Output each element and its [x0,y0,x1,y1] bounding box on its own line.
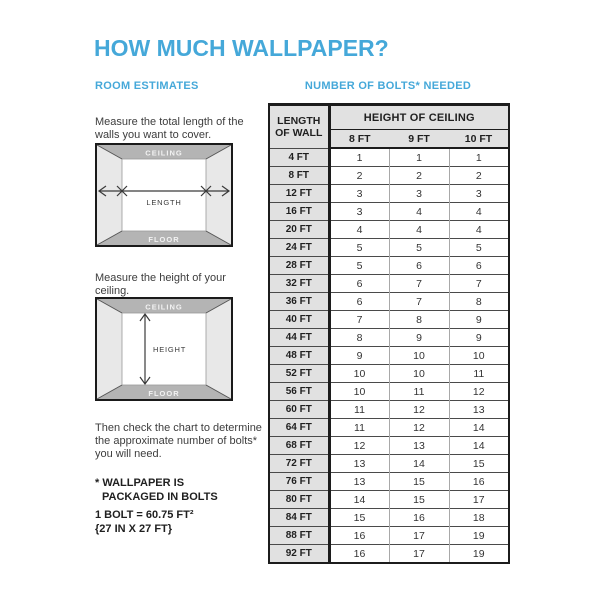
row-label: 20 FT [269,221,329,239]
bolt-count-cell: 4 [329,221,389,239]
bolt-count-cell: 3 [389,185,449,203]
table-row [269,473,509,491]
row-label: 24 FT [269,239,329,257]
bolt-count-cell: 12 [329,437,389,455]
bolt-count-cell: 10 [329,383,389,401]
table-row [269,419,509,437]
back-wall-surface [122,159,206,231]
row-label: 84 FT [269,509,329,527]
bolt-count-cell: 12 [449,383,509,401]
row-label: 8 FT [269,167,329,185]
table-row [269,257,509,275]
row-label: 32 FT [269,275,329,293]
bolt-count-cell: 15 [389,491,449,509]
length-label: LENGTH [146,198,182,207]
bolt-count-cell: 16 [329,527,389,545]
bolt-size-line1: 1 BOLT = 60.75 FT² [95,509,194,521]
row-label: 4 FT [269,148,329,167]
table-row [269,347,509,365]
table-row [269,275,509,293]
ceiling-label: CEILING [145,302,183,312]
table-row [269,383,509,401]
room-length-diagram [95,143,233,247]
length-of-wall-line1: LENGTH [277,114,321,127]
bolt-count-cell: 13 [329,455,389,473]
bolt-size-note [95,508,194,536]
bolt-count-cell: 4 [389,203,449,221]
bolt-count-cell: 9 [389,329,449,347]
right-wall-surface [206,299,231,399]
table-row [269,329,509,347]
bolt-count-cell: 9 [329,347,389,365]
footnote-line2: PACKAGED IN BOLTS [102,491,218,503]
table-row [269,221,509,239]
bolt-count-cell: 8 [329,329,389,347]
row-label: 44 FT [269,329,329,347]
bolts-footnote [95,476,218,504]
bolt-count-cell: 6 [449,257,509,275]
table-body [269,148,509,563]
column-header-9ft: 9 FT [389,130,449,149]
bolt-count-cell: 14 [449,419,509,437]
row-label: 36 FT [269,293,329,311]
bolt-count-cell: 5 [329,257,389,275]
ceiling-height-diagram [95,297,233,401]
bolt-count-cell: 2 [389,167,449,185]
step2-instruction: Measure the height of your ceiling. [95,272,226,297]
bolt-count-cell: 15 [329,509,389,527]
bolt-count-cell: 1 [329,148,389,167]
bolt-count-cell: 2 [449,167,509,185]
bolts-table-header [269,105,509,149]
page-title: HOW MUCH WALLPAPER? [94,35,389,62]
bolt-count-cell: 2 [329,167,389,185]
bolt-count-cell: 6 [329,275,389,293]
table-row [269,491,509,509]
row-label: 68 FT [269,437,329,455]
bolt-count-cell: 14 [389,455,449,473]
row-label: 76 FT [269,473,329,491]
bolt-count-cell: 1 [389,148,449,167]
row-label: 72 FT [269,455,329,473]
bolt-count-cell: 10 [389,365,449,383]
row-label: 48 FT [269,347,329,365]
bolt-count-cell: 7 [389,275,449,293]
bolt-count-cell: 14 [329,491,389,509]
bolt-size-line2: {27 IN X 27 FT} [95,523,173,535]
row-label: 64 FT [269,419,329,437]
row-label: 56 FT [269,383,329,401]
bolt-count-cell: 16 [449,473,509,491]
floor-label: FLOOR [148,389,180,398]
table-row [269,311,509,329]
bolt-count-cell: 8 [389,311,449,329]
bolt-count-cell: 3 [329,185,389,203]
bolt-count-cell: 19 [449,527,509,545]
bolt-count-cell: 10 [449,347,509,365]
bolt-count-cell: 4 [389,221,449,239]
row-label: 52 FT [269,365,329,383]
bolt-count-cell: 13 [449,401,509,419]
bolt-count-cell: 1 [449,148,509,167]
table-row [269,437,509,455]
bolt-count-cell: 6 [389,257,449,275]
bolt-count-cell: 13 [389,437,449,455]
table-row [269,509,509,527]
column-header-10ft: 10 FT [449,130,509,149]
row-label: 12 FT [269,185,329,203]
bolt-count-cell: 11 [449,365,509,383]
row-label: 40 FT [269,311,329,329]
step3-instruction: Then check the chart to determine the approximate number of bolts* you will need. [95,422,262,460]
bolt-count-cell: 9 [449,311,509,329]
table-row [269,401,509,419]
bolt-count-cell: 18 [449,509,509,527]
table-row [269,365,509,383]
bolt-count-cell: 14 [449,437,509,455]
bolt-count-cell: 3 [449,185,509,203]
column-header-8ft: 8 FT [329,130,389,149]
step1-instruction: Measure the total length of the walls you want to cover. [95,116,244,141]
row-label: 16 FT [269,203,329,221]
table-row [269,148,509,167]
bolt-count-cell: 11 [329,401,389,419]
bolt-count-cell: 11 [329,419,389,437]
bolt-count-cell: 4 [449,221,509,239]
bolt-count-cell: 4 [449,203,509,221]
bolt-count-cell: 17 [449,491,509,509]
bolt-count-cell: 16 [329,545,389,564]
bolt-count-cell: 10 [389,347,449,365]
bolt-count-cell: 11 [389,383,449,401]
bolt-count-cell: 10 [329,365,389,383]
bolt-count-cell: 7 [449,275,509,293]
bolt-count-cell: 17 [389,545,449,564]
bolt-count-cell: 19 [449,545,509,564]
bolt-count-cell: 7 [389,293,449,311]
length-of-wall-header [269,105,329,149]
bolt-count-cell: 9 [449,329,509,347]
ceiling-label: CEILING [145,148,183,158]
table-row [269,527,509,545]
table-row [269,239,509,257]
bolt-count-cell: 5 [389,239,449,257]
row-label: 88 FT [269,527,329,545]
bolt-count-cell: 5 [329,239,389,257]
row-label: 28 FT [269,257,329,275]
table-row [269,167,509,185]
bolt-count-cell: 15 [389,473,449,491]
bolts-needed-heading: NUMBER OF BOLTS* NEEDED [304,80,472,92]
height-of-ceiling-header: HEIGHT OF CEILING [329,105,509,130]
length-of-wall-line2: OF WALL [275,126,323,139]
bolt-count-cell: 5 [449,239,509,257]
table-row [269,545,509,564]
row-label: 80 FT [269,491,329,509]
table-row [269,203,509,221]
bolts-table [268,103,510,564]
bolt-count-cell: 8 [449,293,509,311]
bolt-count-cell: 7 [329,311,389,329]
footnote-line1: * WALLPAPER IS [95,477,185,489]
bolt-count-cell: 17 [389,527,449,545]
height-label: HEIGHT [153,345,187,354]
table-row [269,185,509,203]
bolt-count-cell: 6 [329,293,389,311]
bolt-count-cell: 15 [449,455,509,473]
row-label: 92 FT [269,545,329,564]
bolt-count-cell: 16 [389,509,449,527]
row-label: 60 FT [269,401,329,419]
table-row [269,293,509,311]
bolt-count-cell: 13 [329,473,389,491]
bolt-count-cell: 12 [389,419,449,437]
bolt-count-cell: 12 [389,401,449,419]
table-row [269,455,509,473]
floor-label: FLOOR [148,235,180,244]
room-estimates-heading: ROOM ESTIMATES [95,80,199,92]
bolt-count-cell: 3 [329,203,389,221]
left-wall-surface [97,299,122,399]
